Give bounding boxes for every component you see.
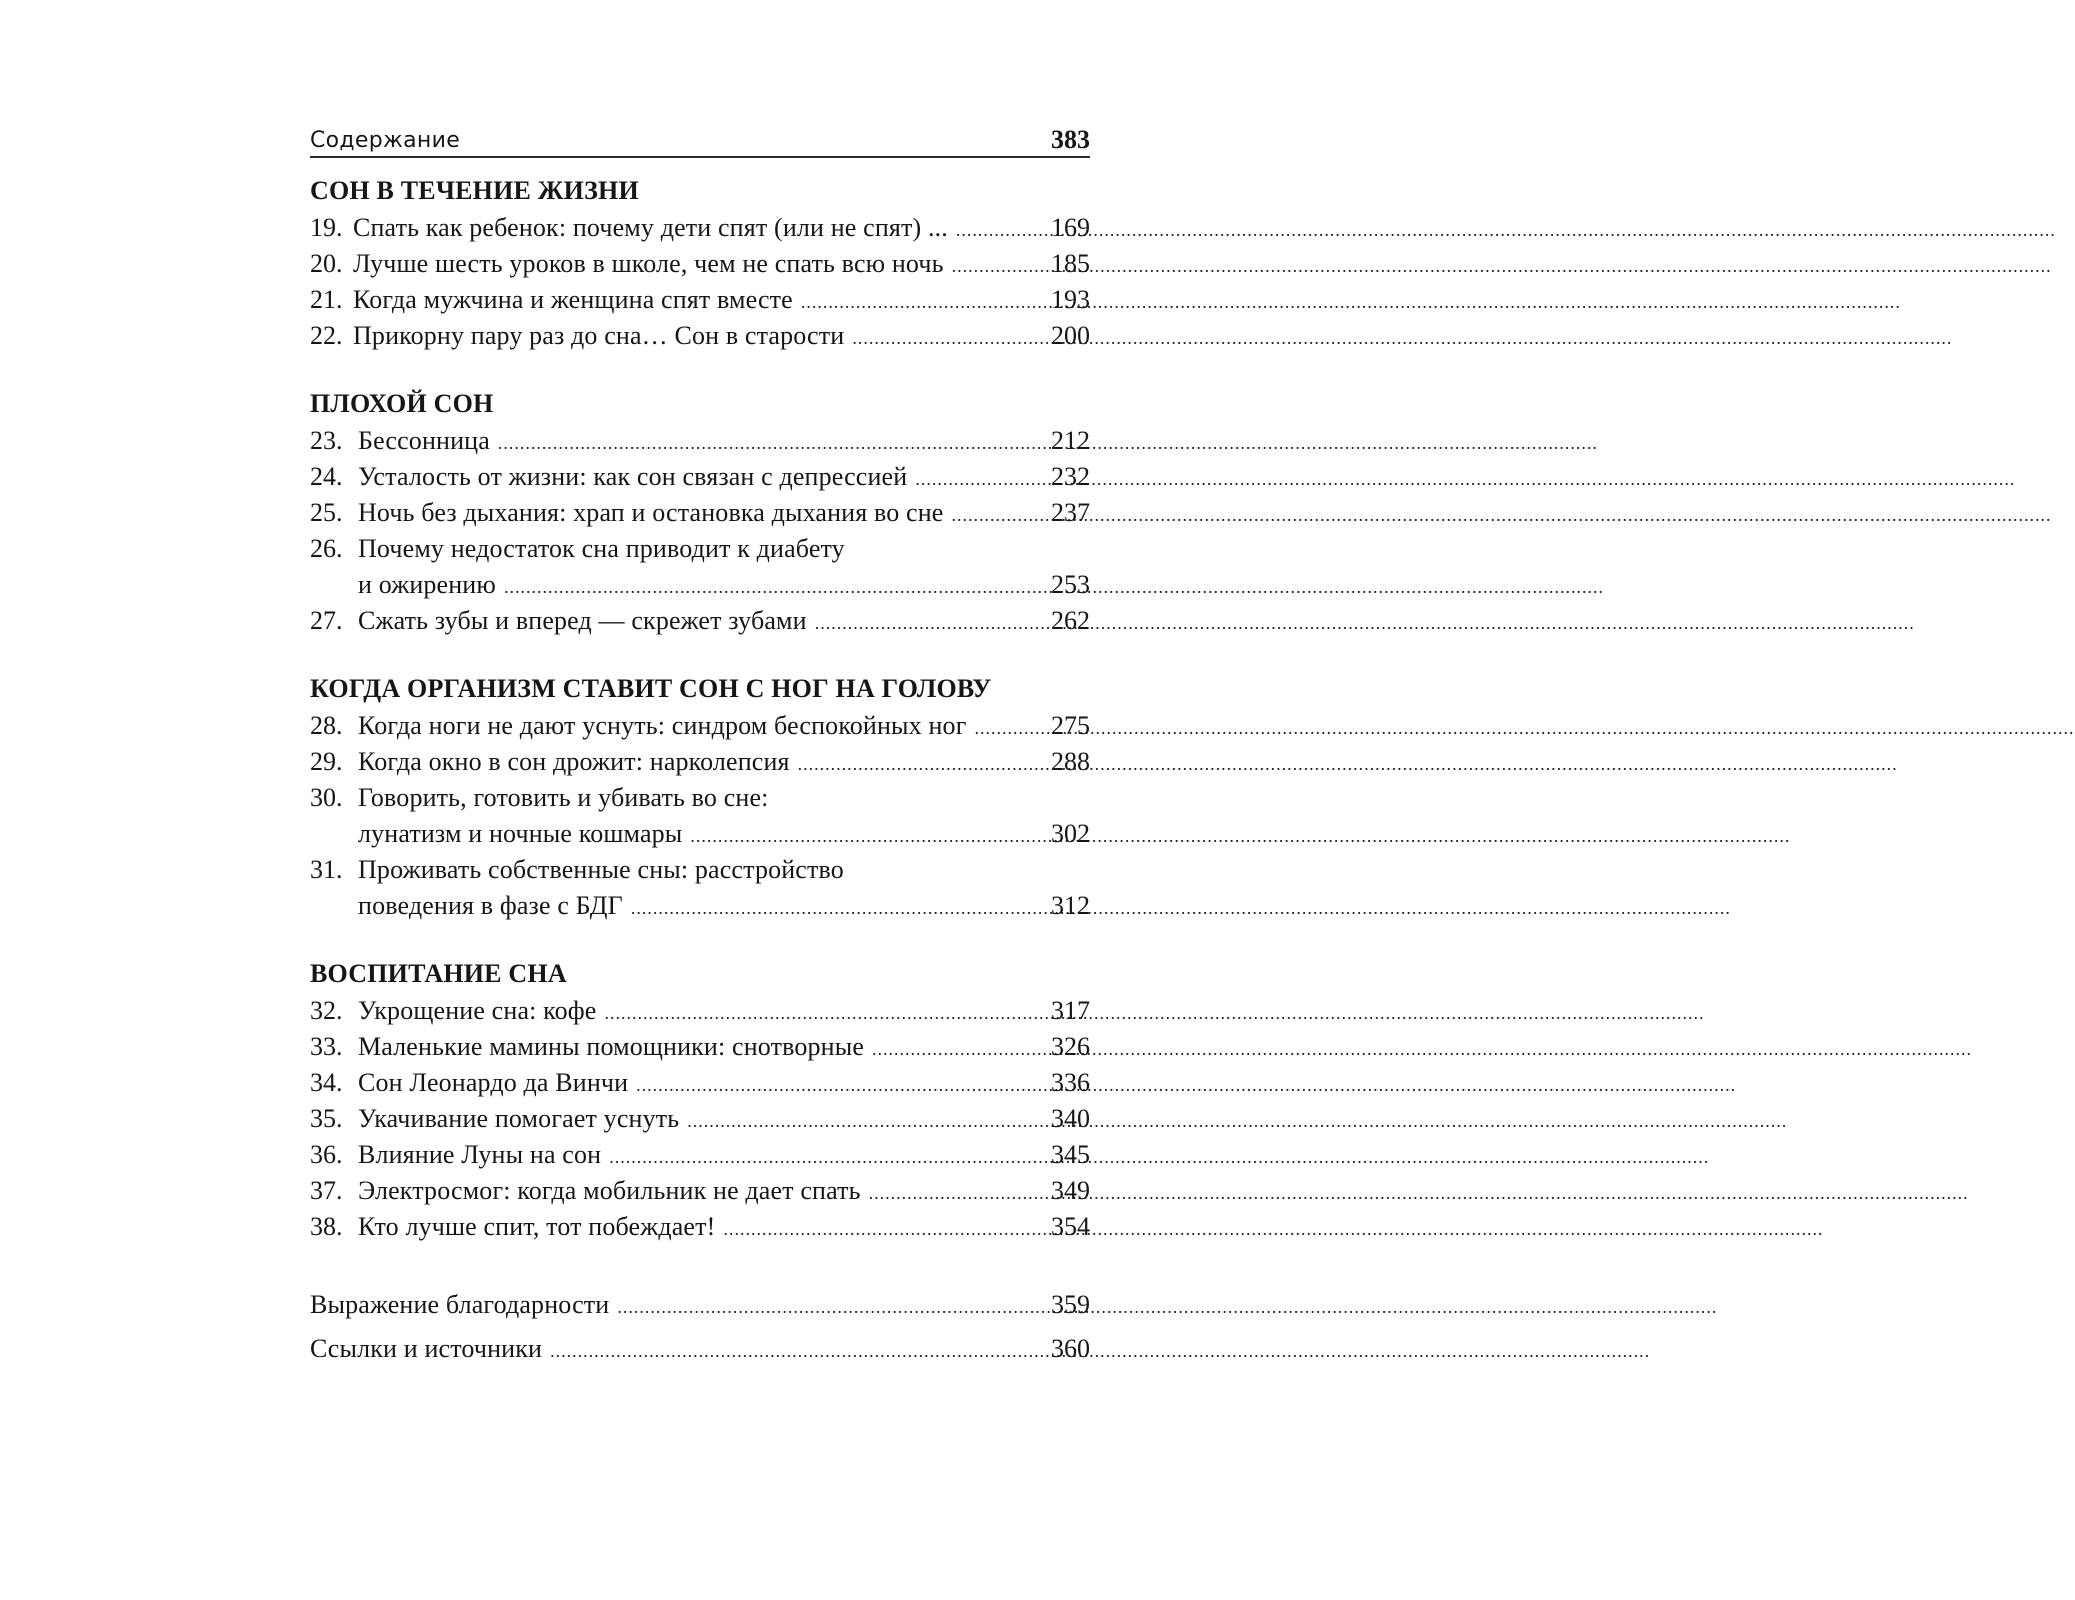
dot-leader — [915, 461, 1022, 497]
entry-title: Укрощение сна: кофе — [358, 996, 597, 1025]
entry-page-number: 349 — [1051, 1176, 1090, 1205]
entry-number: 29. — [310, 747, 343, 776]
entry-page-number: 185 — [1051, 249, 1090, 278]
entry-page-number: 275 — [1051, 711, 1090, 740]
dot-leader — [631, 890, 1022, 926]
entry-number: 34. — [310, 1068, 343, 1097]
entry-line — [310, 780, 1090, 816]
entry-title: Укачивание помогает уснуть — [358, 1104, 680, 1133]
dot-leader — [504, 569, 1022, 605]
running-header-title: Содержание — [310, 128, 461, 153]
entry-line — [310, 423, 1090, 459]
toc-entry — [310, 246, 1090, 282]
dot-leader — [975, 710, 1022, 746]
entry-title: Когда мужчина и женщина спят вместе — [353, 285, 793, 314]
toc-entry — [310, 423, 1090, 459]
dot-leader — [815, 605, 1022, 641]
dot-leader — [723, 1211, 1022, 1247]
entry-title: Усталость от жизни: как сон связан с депрессией — [358, 462, 908, 491]
entry-title: Электросмог: когда мобильник не дает спать — [358, 1176, 861, 1205]
toc-section — [310, 670, 1090, 924]
entry-page-number: 326 — [1051, 1032, 1090, 1061]
entry-number: 32. — [310, 996, 343, 1025]
dot-leader — [951, 497, 1022, 533]
entry-title: Когда ноги не дают уснуть: синдром беспокойных ног — [358, 711, 967, 740]
dot-leader — [798, 746, 1022, 782]
entry-line — [310, 708, 1090, 744]
entry-page-number: 253 — [1051, 570, 1090, 599]
toc-entry — [310, 495, 1090, 531]
toc-entry — [310, 459, 1090, 495]
entry-line — [310, 318, 1090, 354]
entry-list — [310, 210, 1090, 354]
entry-number: 24. — [310, 462, 343, 491]
entry-page-number: 336 — [1051, 1068, 1090, 1097]
toc-sections — [310, 172, 1090, 1245]
entry-number: 27. — [310, 606, 343, 635]
entry-page-number: 288 — [1051, 747, 1090, 776]
entry-line — [310, 1331, 1090, 1367]
entry-line — [310, 1173, 1090, 1209]
entry-line — [310, 1065, 1090, 1101]
entry-line — [310, 852, 1090, 888]
entry-number: 21. — [310, 285, 343, 314]
entry-list — [310, 423, 1090, 639]
section-title: КОГДА ОРГАНИЗМ СТАВИТ СОН С НОГ НА ГОЛОВУ — [310, 674, 992, 703]
entry-title: и ожирению — [358, 570, 496, 599]
entry-number: 20. — [310, 249, 343, 278]
dot-leader — [869, 1175, 1022, 1211]
entry-title: Бессонница — [358, 426, 490, 455]
dot-leader — [956, 212, 1022, 248]
entry-page-number: 169 — [1051, 213, 1090, 242]
entry-title: поведения в фазе с БДГ — [358, 891, 623, 920]
toc-entry — [310, 708, 1090, 744]
entry-number: 38. — [310, 1212, 343, 1241]
toc-entry — [310, 603, 1090, 639]
toc-entry — [310, 210, 1090, 246]
entry-number: 31. — [310, 855, 343, 884]
entry-number: 37. — [310, 1176, 343, 1205]
entry-page-number: 237 — [1051, 498, 1090, 527]
toc-entry — [310, 318, 1090, 354]
entry-title: Спать как ребенок: почему дети спят (или не спят) ... — [353, 213, 948, 242]
entry-title: лунатизм и ночные кошмары — [358, 819, 683, 848]
entry-number: 33. — [310, 1032, 343, 1061]
entry-page-number: 302 — [1051, 819, 1090, 848]
entry-title: Влияние Луны на сон — [358, 1140, 602, 1169]
toc-entry — [310, 744, 1090, 780]
toc-entry — [310, 1029, 1090, 1065]
entry-page-number: 312 — [1051, 891, 1090, 920]
entry-title: Говорить, готовить и убивать во сне: — [358, 783, 769, 812]
section-title: ПЛОХОЙ СОН — [310, 389, 494, 418]
entry-number: 36. — [310, 1140, 343, 1169]
entry-number: 25. — [310, 498, 343, 527]
entry-page-number: 193 — [1051, 285, 1090, 314]
entry-title: Сжать зубы и вперед — скрежет зубами — [358, 606, 807, 635]
entry-page-number: 317 — [1051, 996, 1090, 1025]
entry-title: Почему недостаток сна приводит к диабету — [358, 534, 845, 563]
entry-line — [310, 1137, 1090, 1173]
entry-page-number: 360 — [1051, 1334, 1090, 1363]
entry-line — [310, 744, 1090, 780]
running-header — [310, 122, 1090, 158]
toc-page — [310, 122, 1090, 1367]
entry-title: Когда окно в сон дрожит: нарколепсия — [358, 747, 790, 776]
toc-entry — [310, 1173, 1090, 1209]
entry-title: Проживать собственные сны: расстройство — [358, 855, 844, 884]
running-header-page-number: 383 — [1051, 125, 1090, 154]
entry-line — [310, 603, 1090, 639]
entry-page-number: 359 — [1051, 1290, 1090, 1319]
entry-line — [310, 1287, 1090, 1323]
entry-line — [310, 1209, 1090, 1245]
dot-leader — [617, 1289, 1022, 1325]
toc-entry — [310, 531, 1090, 603]
entry-page-number: 232 — [1051, 462, 1090, 491]
entry-title: Ночь без дыхания: храп и остановка дыхания во сне — [358, 498, 944, 527]
toc-entry — [310, 1287, 1090, 1323]
entry-number: 30. — [310, 783, 343, 812]
entry-line — [310, 282, 1090, 318]
entry-page-number: 212 — [1051, 426, 1090, 455]
entry-number: 26. — [310, 534, 343, 563]
toc-entry — [310, 1209, 1090, 1245]
entry-number: 35. — [310, 1104, 343, 1133]
toc-entry — [310, 780, 1090, 852]
entry-page-number: 262 — [1051, 606, 1090, 635]
entry-number: 23. — [310, 426, 343, 455]
toc-entry — [310, 1331, 1090, 1367]
section-title: ВОСПИТАНИЕ СНА — [310, 959, 567, 988]
entry-line — [310, 1101, 1090, 1137]
entry-list — [310, 708, 1090, 924]
entry-title: Выражение благодарности — [310, 1290, 610, 1319]
toc-entry — [310, 282, 1090, 318]
entry-page-number: 340 — [1051, 1104, 1090, 1133]
entry-line — [310, 888, 1090, 924]
dot-leader — [690, 818, 1022, 854]
entry-line — [310, 246, 1090, 282]
section-title: СОН В ТЕЧЕНИЕ ЖИЗНИ — [310, 176, 639, 205]
entry-title: Ссылки и источники — [310, 1334, 543, 1363]
toc-back-matter — [310, 1287, 1090, 1367]
entry-line — [310, 567, 1090, 603]
entry-line — [310, 495, 1090, 531]
entry-line — [310, 816, 1090, 852]
toc-entry — [310, 1065, 1090, 1101]
dot-leader — [801, 284, 1022, 320]
entry-title: Маленькие мамины помощники: снотворные — [358, 1032, 865, 1061]
toc-entry — [310, 1137, 1090, 1173]
dot-leader — [609, 1139, 1022, 1175]
entry-title: Лучше шесть уроков в школе, чем не спать всю ночь — [353, 249, 944, 278]
dot-leader — [852, 320, 1022, 356]
toc-section — [310, 385, 1090, 639]
entry-title: Кто лучше спит, тот побеждает! — [358, 1212, 716, 1241]
toc-entry — [310, 993, 1090, 1029]
dot-leader — [636, 1067, 1022, 1103]
entry-line — [310, 459, 1090, 495]
entry-number: 22. — [310, 321, 343, 350]
entry-line — [310, 993, 1090, 1029]
entry-page-number: 345 — [1051, 1140, 1090, 1169]
entry-number: 28. — [310, 711, 343, 740]
dot-leader — [498, 425, 1022, 461]
toc-entry — [310, 852, 1090, 924]
dot-leader — [687, 1103, 1022, 1139]
dot-leader — [604, 995, 1022, 1031]
dot-leader — [872, 1031, 1022, 1067]
entry-title: Сон Леонардо да Винчи — [358, 1068, 629, 1097]
entry-page-number: 354 — [1051, 1212, 1090, 1241]
toc-entry — [310, 1101, 1090, 1137]
entry-line — [310, 1029, 1090, 1065]
dot-leader — [952, 248, 1022, 284]
toc-section — [310, 172, 1090, 354]
entry-page-number: 200 — [1051, 321, 1090, 350]
entry-line — [310, 531, 1090, 567]
entry-number: 19. — [310, 213, 343, 242]
dot-leader — [550, 1333, 1022, 1369]
entry-title: Прикорну пару раз до сна… Сон в старости — [353, 321, 845, 350]
toc-section — [310, 955, 1090, 1245]
entry-list — [310, 993, 1090, 1245]
entry-line — [310, 210, 1090, 246]
